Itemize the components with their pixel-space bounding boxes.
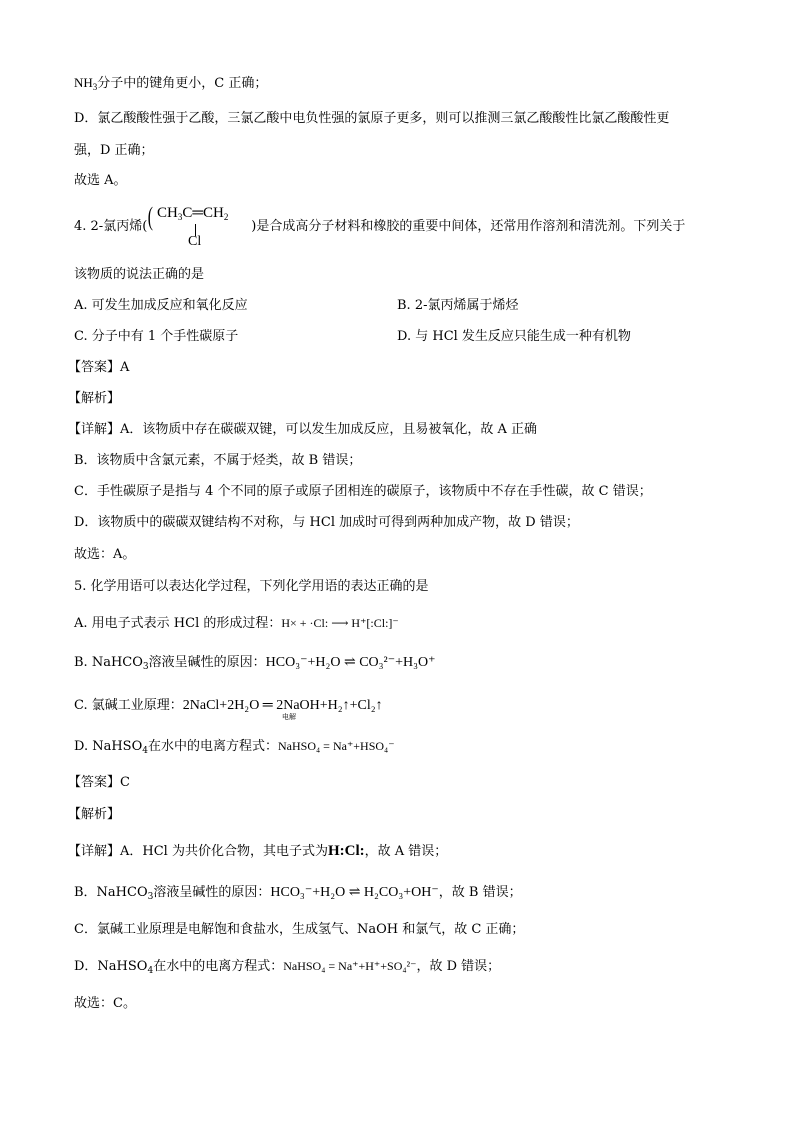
nh3-line — [74, 74, 267, 96]
q5-option-b-text: B. NaHCO — [74, 655, 143, 670]
q5-detail-c: C．氯碱工业原理是电解饱和食盐水，生成氢气、NaOH 和氯气，故 C 正确； — [74, 922, 525, 937]
q4-detail-c: C．手性碳原子是指与 4 个不同的原子或原子团相连的碳原子，该物质中不存在手性碳，故 C 错误； — [74, 484, 652, 499]
q5-detail-a — [68, 842, 447, 861]
q5-stem: 5. 化学用语可以表达化学过程，下列化学用语的表达正确的是 — [74, 579, 429, 594]
structure-left-paren: ( — [147, 202, 153, 231]
q4-stem-line2: 该物质的说法正确的是 — [74, 267, 205, 282]
nh3-text: 分子中的键角更小，C 正确； — [97, 76, 268, 91]
structure-top: $CH_3C═CH_2$ — [157, 205, 229, 222]
q5-detail-a-text: 【详解】A．HCl 为共价化合物，其电子式为 — [68, 844, 328, 859]
q4-detail-b: B．该物质中含氯元素，不属于烃类，故 B 错误； — [74, 453, 362, 468]
q5-detail-a-formula: H:Cl: — [327, 843, 365, 859]
q5-option-d: D. NaHSO$_4$在水中的电离方程式：NaHSO₄ = Na⁺+HSO₄⁻ — [74, 739, 395, 756]
q5-option-b-text2: 溶液呈碱性的原因： — [148, 655, 266, 670]
q4-option-d: D. 与 HCl 发生反应只能生成一种有机物 — [397, 329, 631, 344]
q5-option-d-text: D. NaHSO — [74, 739, 143, 754]
q4-analysis: 【解析】 — [68, 391, 121, 406]
q5-option-a — [74, 614, 399, 633]
q5-detail-a-end: ，故 A 错误； — [364, 844, 448, 859]
q4-detail-d: D．该物质中的碳碳双键结构不对称，与 HCl 加成时可得到两种加成产物，故 D 错误； — [74, 515, 579, 530]
q4-option-c: C. 分子中有 1 个手性碳原子 — [74, 329, 239, 344]
q5-detail-b-end: ，故 B 错误； — [438, 885, 522, 900]
structure-cl: Cl — [188, 234, 202, 249]
q5-analysis: 【解析】 — [68, 807, 121, 822]
nh3-formula: $NH_3$ — [74, 75, 98, 92]
q5-detail-b-text: B．NaHCO — [74, 885, 148, 900]
d-line-1: D．氯乙酸酸性强于乙酸，三氯乙酸中电负性强的氯原子更多，则可以推测三氯乙酸酸性比氯乙酸酸性更 — [74, 111, 670, 126]
q5-detail-b-formula: HCO₃⁻+H₂O ⇌ H₂CO₃+OH⁻ — [270, 885, 439, 900]
d-line-2: 强，D 正确； — [74, 143, 154, 158]
q4-number: 4. 2-氯丙烯( — [74, 219, 148, 234]
q5-choose: 故选：C。 — [74, 996, 136, 1011]
q5-option-c — [74, 697, 383, 715]
q5-answer: 【答案】C — [68, 775, 130, 790]
q5-detail-d-text2: 在水中的电离方程式： — [153, 959, 284, 974]
q5-option-b: B. NaHCO$_3$溶液呈碱性的原因：HCO₃⁻+H₂O ⇌ CO₃²⁻+H₃O⁺ — [74, 655, 436, 672]
q5-option-c-text: C. 氯碱工业原理： — [74, 698, 183, 713]
q5-option-d-text2: 在水中的电离方程式： — [147, 739, 278, 754]
q4-answer: 【答案】A — [68, 360, 130, 375]
q5-option-b-formula: HCO₃⁻+H₂O ⇌ CO₃²⁻+H₃O⁺ — [265, 655, 436, 670]
q4-option-a: A. 可发生加成反应和氧化反应 — [74, 298, 248, 313]
q5-detail-b-text2: 溶液呈碱性的原因： — [153, 885, 271, 900]
q5-detail-d: D．NaHSO$_4$在水中的电离方程式：NaHSO₄ = Na⁺+H⁺+SO₄²⁻，故 D 错误； — [74, 959, 501, 976]
q5-detail-d-end: ，故 D 错误； — [416, 959, 501, 974]
q4-option-b: B. 2-氯丙烯属于烯烃 — [397, 298, 519, 313]
q4-stem-rest: )是合成高分子材料和橡胶的重要中间体，还常用作溶剂和清洗剂。下列关于 — [251, 219, 686, 234]
q5-detail-b: B．NaHCO$_3$溶液呈碱性的原因：HCO₃⁻+H₂O ⇌ H₂CO₃+OH⁻，故 B 错误； — [74, 885, 522, 902]
q5-option-a-text: A. 用电子式表示 HCl 的形成过程： — [74, 616, 282, 631]
q4-choose: 故选：A。 — [74, 547, 136, 562]
q5-option-d-formula: NaHSO₄ = Na⁺+HSO₄⁻ — [278, 739, 395, 753]
choose-a-first: 故选 A。 — [74, 173, 127, 188]
q5-option-c-formula: 2NaCl+2H₂O ═ 2NaOH+H₂↑+Cl₂↑ — [182, 698, 383, 713]
q4-detail-a: 【详解】A．该物质中存在碳碳双键，可以发生加成反应，且易被氧化，故 A 正确 — [68, 422, 538, 437]
q5-option-a-formula: H× + ·Cl: ⟶ H⁺[:Cl:]⁻ — [281, 616, 399, 630]
q5-detail-d-text: D．NaHSO — [74, 959, 148, 974]
q5-option-c-condition: 电解 — [282, 713, 296, 721]
q5-detail-d-formula: NaHSO₄ = Na⁺+H⁺+SO₄²⁻ — [283, 959, 417, 973]
